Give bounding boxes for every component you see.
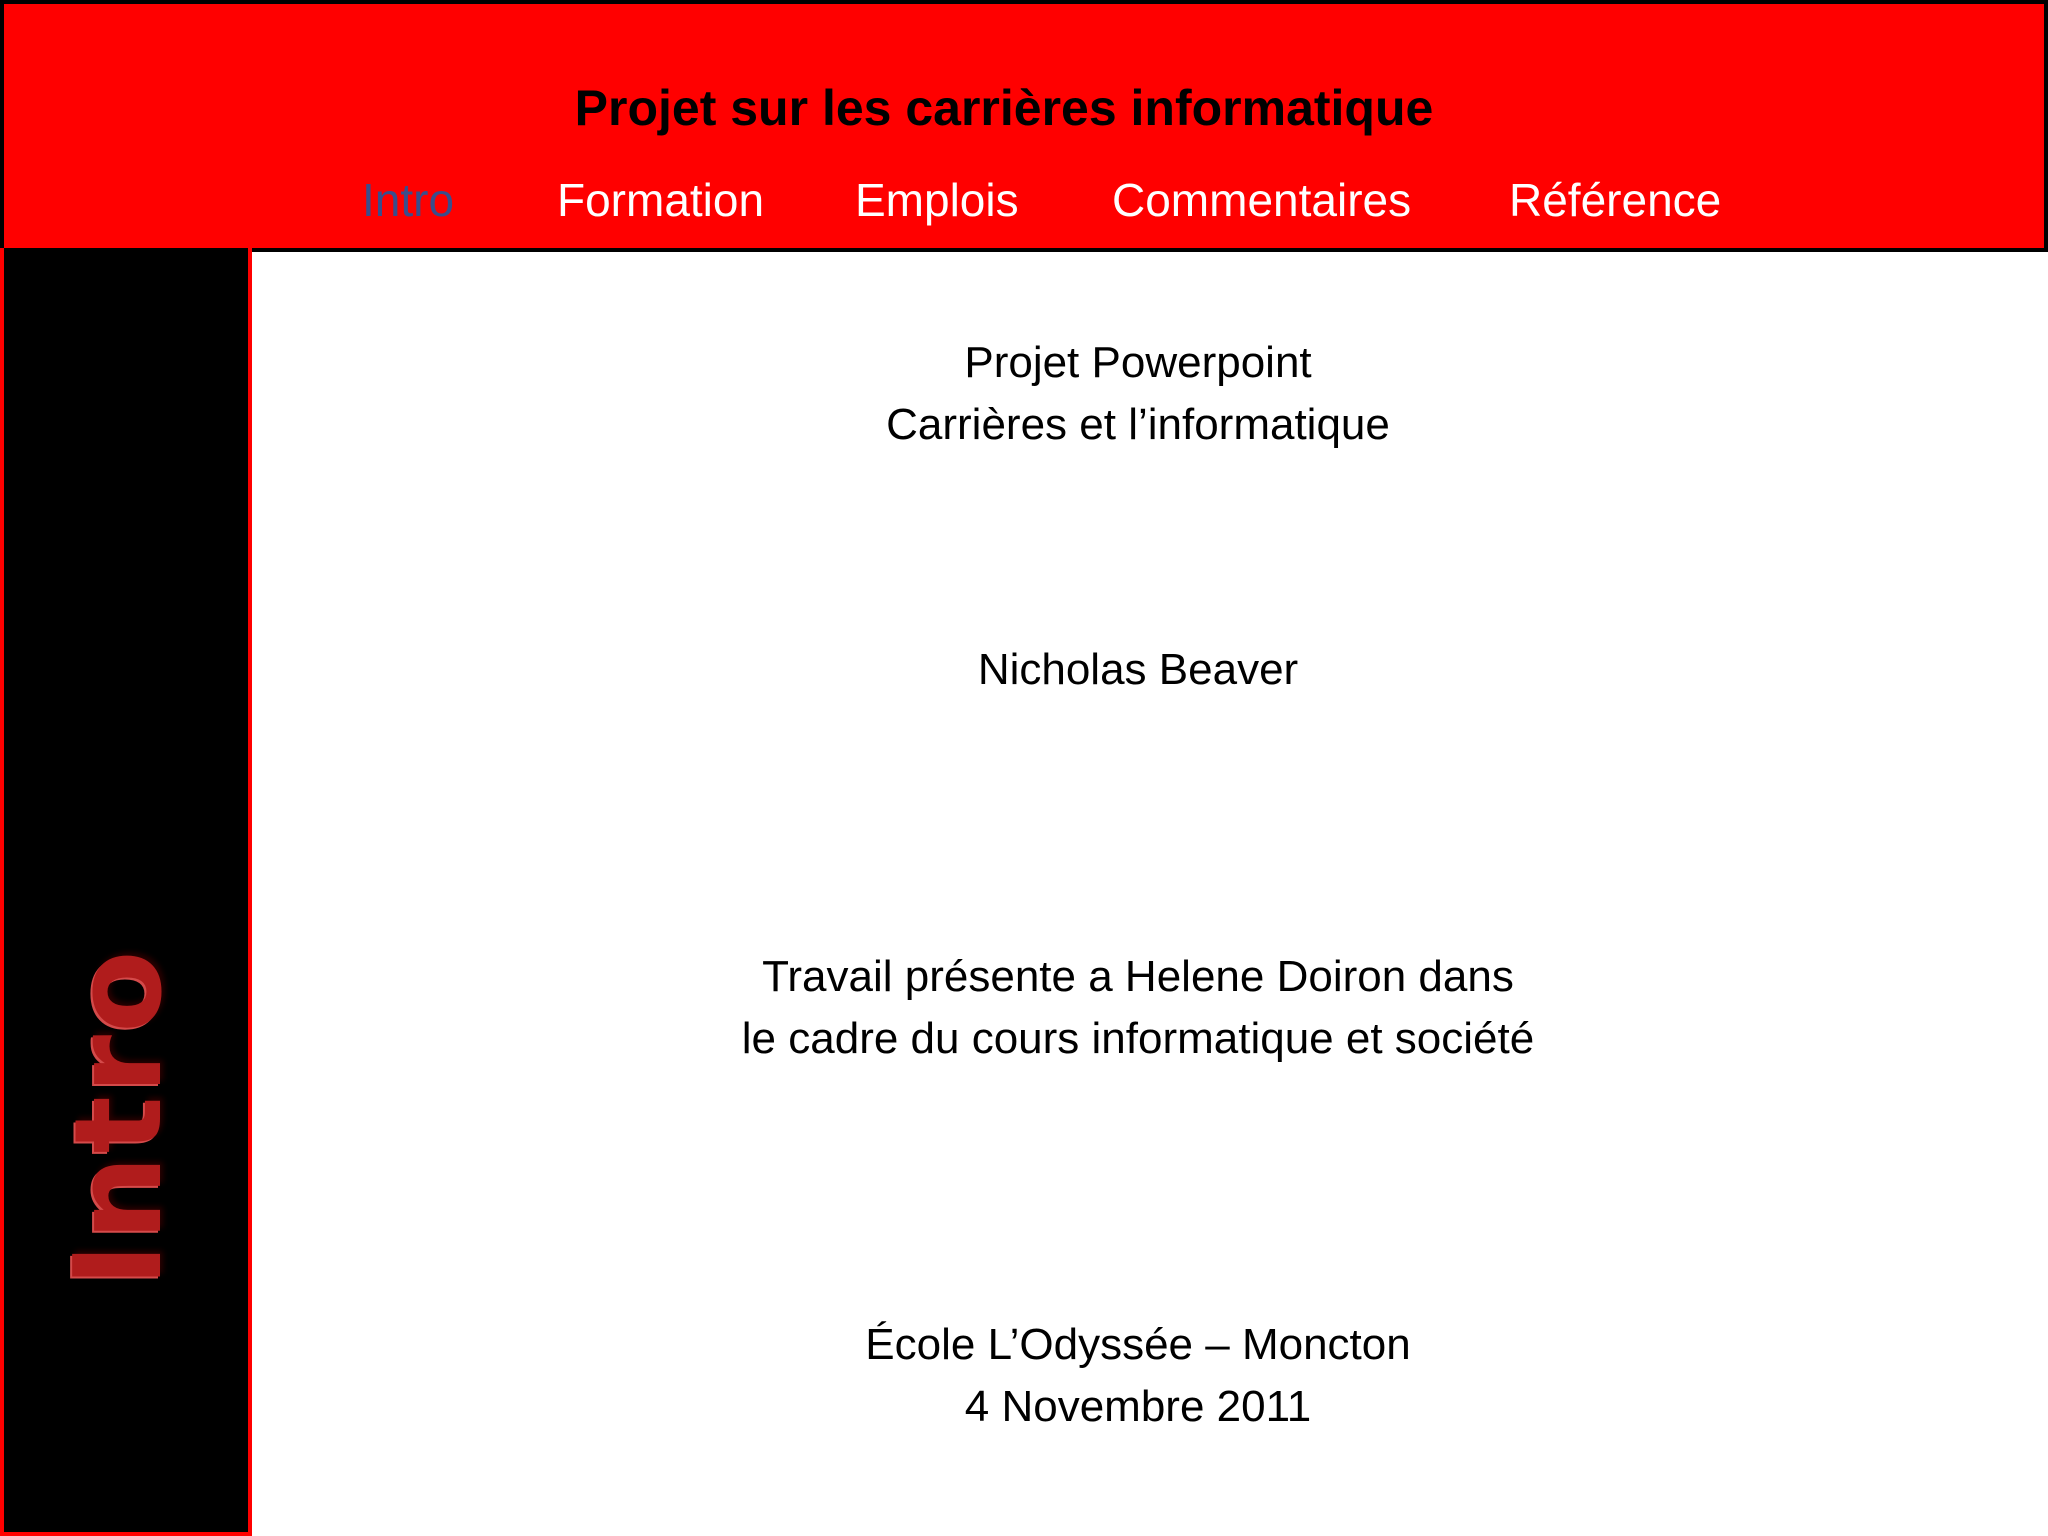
presentation-date: 4 Novembre 2011 (964, 1382, 1312, 1431)
work-line-2: le cadre du cours informatique et société (741, 1014, 1535, 1063)
school-name: École L’Odyssée – Moncton (865, 1320, 1411, 1369)
work-description (252, 946, 2024, 1070)
nav-item-intro[interactable]: Intro (362, 174, 455, 226)
work-line-1: Travail présente a Helene Doiron dans (762, 952, 1514, 1001)
header-bar (0, 0, 2048, 252)
author-name: Nicholas Beaver (977, 645, 1299, 694)
sidebar-section-label: Intro (50, 948, 189, 1288)
slide-content (252, 252, 2024, 1536)
nav-item-commentaires[interactable]: Commentaires (1112, 174, 1412, 226)
school-info (252, 1314, 2024, 1438)
project-heading (252, 332, 2024, 456)
nav-item-emplois[interactable]: Emplois (855, 174, 1019, 226)
project-line-2: Carrières et l’informatique (886, 400, 1390, 449)
sidebar (0, 248, 252, 1536)
nav-item-formation[interactable]: Formation (557, 174, 765, 226)
project-line-1: Projet Powerpoint (964, 338, 1312, 387)
page-title: Projet sur les carrières informatique (574, 80, 1434, 136)
nav-item-reference[interactable]: Référence (1509, 174, 1722, 226)
